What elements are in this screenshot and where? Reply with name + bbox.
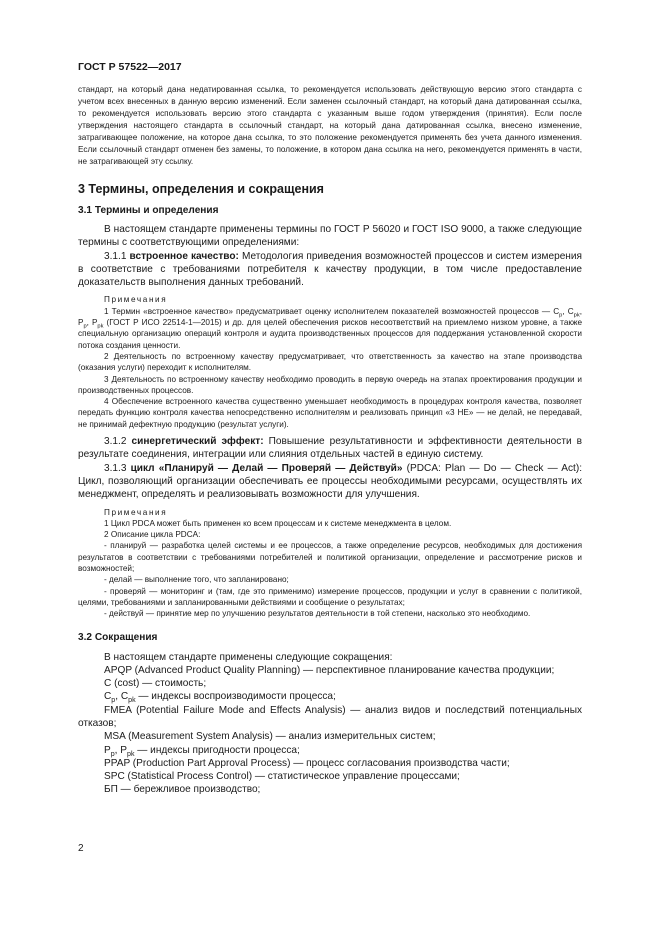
note-2: 2 Деятельность по встроенному качеству предусматривает, что ответственность за качество на этапе производства (оказания услуги) переходит к исполнителям. bbox=[78, 351, 582, 373]
subscript: pk bbox=[97, 323, 104, 330]
term-name: цикл «Планируй — Делай — Проверяй — Действуй» bbox=[130, 462, 403, 474]
note-text: (ГОСТ Р ИСО 22514-1—2015) и др. для целей обеспечения рисков несоответствий на приемлемо низком уровне, а также специальную организацию операций контроля и аудита производственных процессов для поддержания установленной скорости потока создания ценности. bbox=[78, 318, 582, 350]
term-built-in-quality bbox=[78, 250, 582, 290]
abbr-bp: БП — бережливое производство; bbox=[104, 784, 261, 796]
subscript: p bbox=[110, 750, 115, 758]
term-number: 3.1.2 bbox=[104, 436, 127, 448]
subscript: p bbox=[83, 323, 87, 330]
note-text: , C bbox=[562, 306, 574, 316]
subscript: pk bbox=[127, 750, 135, 758]
abbr-apqp: APQP (Advanced Product Quality Planning) — перспективное планирование качества продукции; bbox=[104, 664, 555, 676]
note-pdca-check: - проверяй — мониторинг и (там, где это применимо) измерение процессов, продукции и услуг в сравнении с политикой, целями, требованиями и запланированными действиями и сообщение о результатах; bbox=[78, 586, 582, 607]
page-number: 2 bbox=[78, 843, 84, 854]
note-text: 1 Термин «встроенное качество» предусматривает оценку исполнителем показателей возможностей процессов — C bbox=[104, 306, 560, 316]
term-name: синергетический эффект: bbox=[131, 436, 264, 448]
abbreviations-intro: В настоящем стандарте применены следующие сокращения: bbox=[104, 651, 393, 663]
note-text: , P bbox=[78, 306, 583, 328]
section-title: 3 Термины, определения и сокращения bbox=[78, 182, 324, 196]
abbr-text: C bbox=[104, 691, 112, 703]
subsection-title-terms: 3.1 Термины и определения bbox=[78, 205, 219, 216]
document-body bbox=[78, 84, 582, 797]
abbr-pp bbox=[78, 744, 582, 757]
note-text: , P bbox=[86, 318, 98, 328]
standard-header: ГОСТ Р 57522—2017 bbox=[78, 61, 182, 73]
note-pdca-act: - действуй — принятие мер по улучшению результатов деятельности в той степени, насколько это необходимо. bbox=[104, 609, 531, 619]
term-name: встроенное качество: bbox=[129, 250, 239, 262]
term-synergy bbox=[78, 435, 582, 462]
abbr-cp bbox=[78, 690, 582, 703]
terms-intro: В настоящем стандарте применены термины по ГОСТ Р 56020 и ГОСТ ISO 9000, а также следующие термины с соответствующими определениями: bbox=[78, 224, 582, 249]
term-number: 3.1.1 bbox=[104, 250, 127, 262]
term-definition: Повышение результативности и эффективности деятельности в результате соединения, интеграции или слияния отдельных частей в единую систему. bbox=[78, 436, 582, 461]
abbr-text: — индексы пригодности процесса; bbox=[134, 744, 300, 756]
term-pdca bbox=[78, 462, 582, 502]
note-pdca-plan: - планируй — разработка целей системы и ее процессов, а также определение ресурсов, необходимых для достижения результатов в соответствии с требованиями потребителей и политикой организации, определение и рассмотрение рисков и возможностей; bbox=[78, 541, 582, 574]
intro-paragraph: стандарт, на который дана недатированная ссылка, то рекомендуется использовать действующую версию этого стандарта с учетом всех внесенных в данную версию изменений. Если заменен ссылочный стандарт, на который дана датированная ссылка, то рекомендуется использовать версию этого стандарта с указанным выше годом утверждения (принятия). Если после утверждения настоящего стандарта в ссылочный стандарт, на который дана датированная ссылка, внесено изменение, затрагивающее положение, на которое дана ссылка, то это положение рекомендуется применять без учета данного изменения. Если ссылочный стандарт отменен без замены, то положение, в котором дана ссылка на него, рекомендуется применять в части, не затрагивающей эту ссылку. bbox=[78, 85, 582, 166]
notes-heading: Примечания bbox=[104, 295, 168, 305]
note-pdca-1: 1 Цикл PDCA может быть применен ко всем процессам и к системе менеджмента в целом. bbox=[104, 518, 452, 528]
note-pdca-2: 2 Описание цикла PDCA: bbox=[104, 530, 201, 540]
term-number: 3.1.3 bbox=[104, 462, 127, 474]
note-4: 4 Обеспечение встроенного качества существенно уменьшает необходимость в процедурах контроля качества, позволяет передать функцию контроля качества непосредственно исполнителям и реализовать принцип «3 НЕ» — не делай, не передавай, не принимай дефектную продукцию (результат услуги). bbox=[78, 397, 582, 429]
abbr-spc: SPC (Statistical Process Control) — статистическое управление процессами; bbox=[104, 771, 460, 783]
abbr-msa: MSA (Measurement System Analysis) — анализ измерительных систем; bbox=[104, 731, 436, 743]
term-definition: (PDCA: Plan — Do — Check — Act): Цикл, позволяющий организации обеспечивать ее процессы необходимыми ресурсами, осуществлять их менеджмент, определять и реализовывать возможности для улучшения. bbox=[78, 462, 583, 501]
subscript: p bbox=[559, 312, 563, 319]
note-3: 3 Деятельность по встроенному качеству необходимо проводить в первую очередь на этапах проектирования продукции и производственных процессов. bbox=[78, 374, 582, 395]
subsection-title-abbreviations: 3.2 Сокращения bbox=[78, 631, 158, 643]
abbr-text: , C bbox=[115, 691, 129, 703]
abbr-text: , P bbox=[114, 744, 128, 756]
notes-heading: Примечания bbox=[104, 507, 168, 517]
subscript: pk bbox=[128, 697, 136, 705]
note-1 bbox=[78, 306, 582, 351]
abbr-text: — индексы воспроизводимости процесса; bbox=[135, 691, 336, 703]
note-pdca-do: - делай — выполнение того, что запланировано; bbox=[104, 575, 289, 585]
abbr-fmea: FMEA (Potential Failure Mode and Effects Analysis) — анализ видов и последствий потенциальных отказов; bbox=[78, 704, 582, 729]
abbr-text: P bbox=[104, 744, 111, 756]
abbr-ppap: PPAP (Production Part Approval Process) — процесс согласования производства части; bbox=[104, 757, 510, 769]
subscript: p bbox=[111, 697, 116, 705]
term-definition: Методология приведения возможностей процессов и систем измерения в соответствие с требованиями потребителя к качеству продукции, в том числе предоставление доказательств выполнения данных требований. bbox=[78, 250, 582, 289]
abbr-cost: C (cost) — стоимость; bbox=[104, 678, 207, 690]
subscript: pk bbox=[573, 312, 580, 319]
